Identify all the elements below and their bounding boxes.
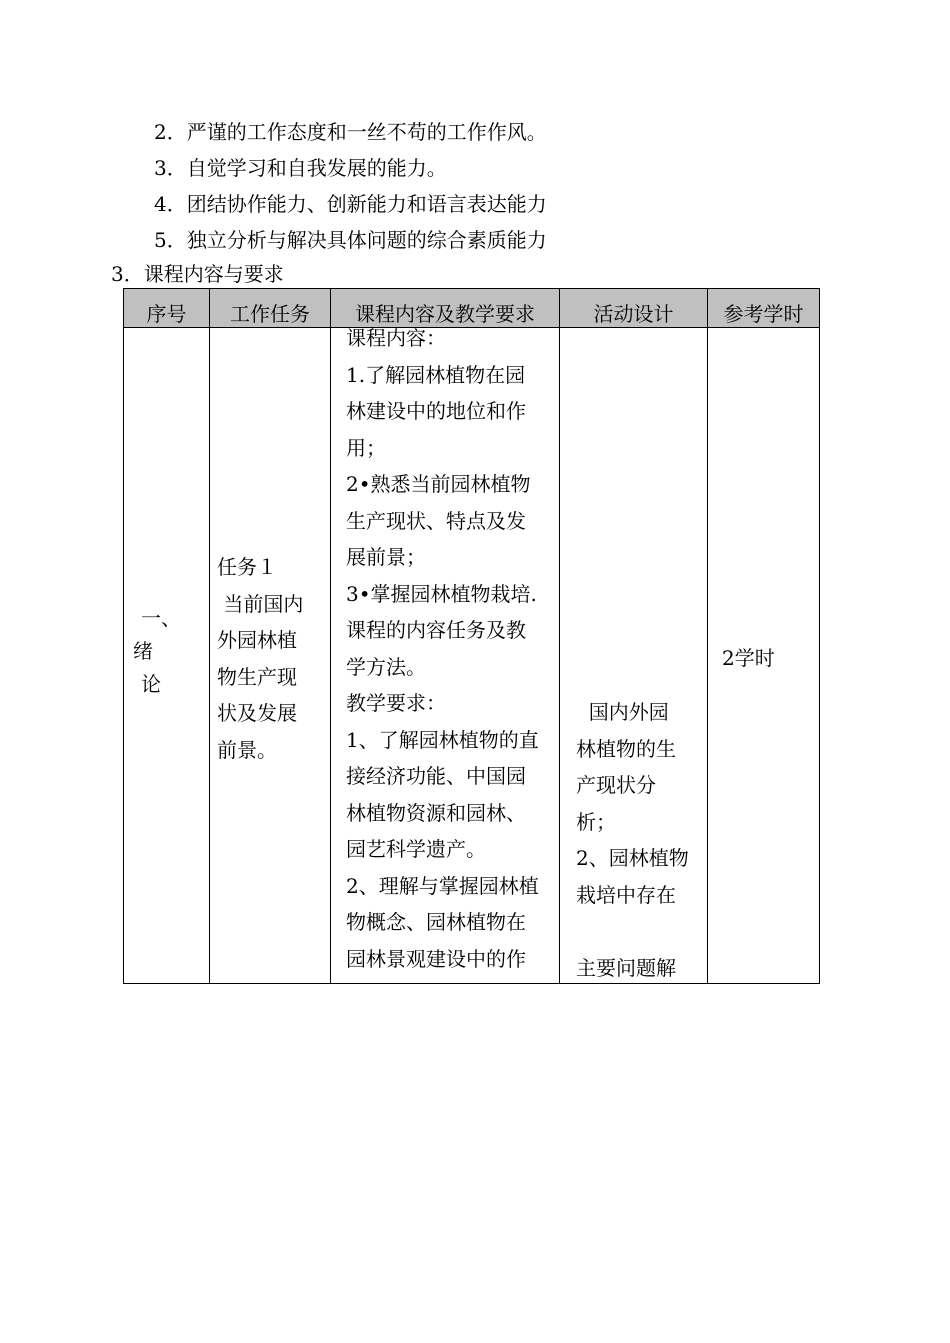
text-line: 园艺科学遗产。 (346, 837, 486, 861)
text-line: 展前景； (346, 545, 426, 569)
text-line: 国内外园 (576, 700, 669, 724)
text-line: 2、园林植物 (576, 846, 689, 870)
section-heading: 3．课程内容与要求 (111, 262, 284, 286)
text-line: 3•掌握园林植物栽培. (346, 581, 537, 606)
cell-task-text (217, 549, 303, 768)
list-item: 2．严谨的工作态度和一丝不苟的工作作风。 (154, 120, 547, 144)
cell-content-text (346, 328, 539, 977)
text-line: 当前国内 (217, 591, 304, 616)
header-seq: 序号 (146, 302, 187, 326)
text-line: 一、 (141, 606, 181, 630)
text-line: 用； (346, 435, 386, 460)
text-line: 接经济功能、中国园 (346, 764, 526, 788)
text-line: 状及发展 (217, 701, 297, 725)
text-line: 教学要求： (346, 691, 446, 715)
text-line: 林植物资源和园林、 (346, 800, 526, 825)
text-line: 物概念、园林植物在 (346, 910, 526, 934)
text-line: 主要问题解 (576, 955, 676, 980)
text-line: 课程内容： (346, 328, 446, 350)
text-line: 栽培中存在 (576, 882, 676, 907)
text-line: 园林景观建设中的作 (346, 946, 526, 971)
text-line: 产现状分 (576, 773, 656, 797)
list-item: 3．自觉学习和自我发展的能力。 (154, 156, 447, 180)
text-line (576, 913, 689, 950)
cell-seq (124, 328, 209, 983)
header-task: 工作任务 (230, 302, 310, 326)
cell-activity (560, 328, 707, 983)
cell-activity-text (576, 694, 689, 983)
text-line: 1.了解园林植物在园 (346, 362, 526, 387)
text-line: 学方法。 (346, 654, 426, 679)
header-hours: 参考学时 (723, 302, 804, 326)
text-line: 课程的内容任务及教 (346, 618, 526, 642)
text-line: 任务１ (217, 555, 277, 579)
text-line: 析； (576, 809, 616, 834)
header-content: 课程内容及教学要求 (355, 302, 535, 326)
cell-task (210, 328, 330, 983)
cell-hours (708, 328, 819, 983)
text-line: 论 (141, 672, 161, 696)
text-line: 1、了解园林植物的直 (346, 727, 539, 752)
text-line: 物生产现 (217, 664, 297, 689)
text-line: 林植物的生 (576, 736, 676, 761)
text-line: 2•熟悉当前园林植物 (346, 472, 531, 496)
header-activity: 活动设计 (593, 302, 674, 326)
text-line: 外园林植 (217, 628, 297, 652)
table-header-row (124, 289, 819, 328)
text-line: 生产现状、特点及发 (346, 508, 526, 533)
ability-list (154, 114, 547, 258)
cell-content (331, 328, 559, 983)
list-item: 4．团结协作能力、创新能力和语言表达能力 (154, 192, 547, 216)
cell-hours-text: 2学时 (722, 646, 775, 670)
cell-seq-text (133, 602, 181, 701)
text-line: 林建设中的地位和作 (346, 399, 526, 423)
list-item: 5．独立分析与解决具体问题的综合素质能力 (154, 228, 547, 252)
text-line: 前景。 (217, 737, 277, 762)
course-table (123, 288, 820, 984)
text-line: 绪 (133, 639, 153, 663)
text-line: 2、理解与掌握园林植 (346, 873, 539, 898)
